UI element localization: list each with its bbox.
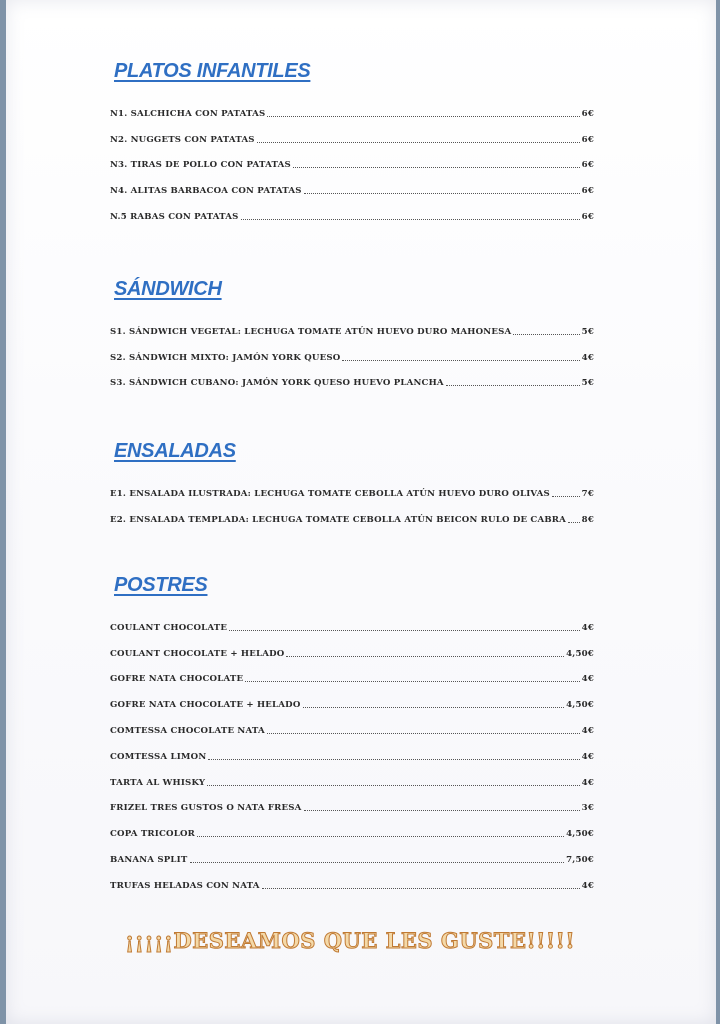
section-postres bbox=[110, 574, 594, 891]
menu-item bbox=[110, 710, 594, 736]
menu-item bbox=[110, 813, 594, 839]
section-title: POSTRES bbox=[114, 574, 208, 596]
section-platos-infantiles bbox=[110, 60, 594, 222]
menu-page bbox=[6, 0, 716, 1024]
menu-item bbox=[110, 736, 594, 762]
item-price: 7,50€ bbox=[566, 854, 594, 865]
leader-dots bbox=[293, 167, 580, 168]
item-name: N.5 RABAS CON PATATAS bbox=[110, 211, 239, 222]
item-name: COMTESSA LIMON bbox=[110, 751, 207, 762]
menu-item bbox=[110, 762, 594, 788]
leader-dots bbox=[197, 836, 564, 837]
leader-dots bbox=[552, 496, 580, 497]
item-price: 4€ bbox=[581, 622, 594, 633]
item-price: 4,50€ bbox=[566, 829, 594, 840]
menu-item bbox=[110, 473, 594, 499]
leader-dots bbox=[208, 759, 579, 760]
item-price: 4,50€ bbox=[566, 648, 594, 659]
section-ensaladas bbox=[110, 440, 594, 525]
item-name: COULANT CHOCOLATE bbox=[110, 622, 228, 633]
item-name: COULANT CHOCOLATE + HELADO bbox=[110, 648, 285, 659]
leader-dots bbox=[207, 785, 579, 786]
item-price: 5€ bbox=[581, 326, 594, 337]
leader-dots bbox=[267, 116, 579, 117]
item-name: COMTESSA CHOCOLATE NATA bbox=[110, 725, 265, 736]
item-price: 8€ bbox=[581, 514, 594, 525]
section-title: ENSALADAS bbox=[114, 440, 236, 462]
menu-item bbox=[110, 865, 594, 891]
item-name: TRUFAS HELADAS CON NATA bbox=[110, 880, 260, 891]
item-name: GOFRE NATA CHOCOLATE bbox=[110, 674, 244, 685]
item-name: N1. SALCHICHA CON PATATAS bbox=[110, 108, 266, 119]
menu-item bbox=[110, 311, 594, 337]
menu-item bbox=[110, 607, 594, 633]
item-price: 5€ bbox=[581, 378, 594, 389]
item-price: 6€ bbox=[581, 211, 594, 222]
item-price: 6€ bbox=[581, 186, 594, 197]
section-title: PLATOS INFANTILES bbox=[114, 60, 311, 82]
item-price: 4€ bbox=[581, 880, 594, 891]
leader-dots bbox=[262, 888, 580, 889]
leader-dots bbox=[257, 142, 580, 143]
menu-item bbox=[110, 196, 594, 222]
item-name: S3. SÁNDWICH CUBANO: JAMÓN YORK QUESO HUEVO PLANCHA bbox=[110, 378, 444, 389]
leader-dots bbox=[241, 219, 580, 220]
section-sandwich bbox=[110, 278, 594, 388]
item-price: 4€ bbox=[581, 751, 594, 762]
leader-dots bbox=[304, 193, 580, 194]
menu-item bbox=[110, 337, 594, 363]
item-name: S1. SÁNDWICH VEGETAL: LECHUGA TOMATE ATÚN HUEVO DURO MAHONESA bbox=[110, 326, 512, 337]
item-price: 6€ bbox=[581, 108, 594, 119]
item-name: TARTA AL WHISKY bbox=[110, 777, 206, 788]
item-price: 6€ bbox=[581, 134, 594, 145]
item-price: 7€ bbox=[581, 488, 594, 499]
leader-dots bbox=[229, 630, 580, 631]
item-price: 6€ bbox=[581, 160, 594, 171]
item-name: N4. ALITAS BARBACOA CON PATATAS bbox=[110, 186, 302, 197]
section-title: SÁNDWICH bbox=[114, 278, 222, 300]
item-price: 4€ bbox=[581, 674, 594, 685]
menu-item bbox=[110, 659, 594, 685]
item-name: E1. ENSALADA ILUSTRADA: LECHUGA TOMATE CEBOLLA ATÚN HUEVO DURO OLIVAS bbox=[110, 488, 550, 499]
menu-item bbox=[110, 788, 594, 814]
item-name: N3. TIRAS DE POLLO CON PATATAS bbox=[110, 160, 291, 171]
item-name: E2. ENSALADA TEMPLADA: LECHUGA TOMATE CEBOLLA ATÚN BEICON RULO DE CABRA bbox=[110, 514, 567, 525]
item-price: 3€ bbox=[581, 803, 594, 814]
menu-item bbox=[110, 633, 594, 659]
item-price: 4,50€ bbox=[566, 700, 594, 711]
item-price: 4€ bbox=[581, 725, 594, 736]
item-price: 4€ bbox=[581, 352, 594, 363]
item-name: N2. NUGGETS CON PATATAS bbox=[110, 134, 255, 145]
menu-item bbox=[110, 684, 594, 710]
menu-item bbox=[110, 145, 594, 171]
leader-dots bbox=[303, 707, 565, 708]
menu-item bbox=[110, 499, 594, 525]
item-name: COPA TRICOLOR bbox=[110, 829, 195, 840]
menu-item bbox=[110, 93, 594, 119]
item-name: FRIZEL TRES GUSTOS O NATA FRESA bbox=[110, 803, 302, 814]
leader-dots bbox=[568, 522, 580, 523]
leader-dots bbox=[446, 385, 580, 386]
item-name: S2. SÁNDWICH MIXTO: JAMÓN YORK QUESO bbox=[110, 352, 341, 363]
item-price: 4€ bbox=[581, 777, 594, 788]
menu-item bbox=[110, 119, 594, 145]
leader-dots bbox=[342, 360, 579, 361]
leader-dots bbox=[304, 810, 580, 811]
footer-message: ¡¡¡¡¡DESEAMOS QUE LES GUSTE!!!!! bbox=[124, 928, 576, 953]
leader-dots bbox=[267, 733, 580, 734]
item-name: GOFRE NATA CHOCOLATE + HELADO bbox=[110, 700, 301, 711]
leader-dots bbox=[286, 656, 564, 657]
item-name: BANANA SPLIT bbox=[110, 854, 188, 865]
leader-dots bbox=[513, 334, 579, 335]
menu-item bbox=[110, 170, 594, 196]
menu-item bbox=[110, 363, 594, 389]
leader-dots bbox=[245, 681, 579, 682]
menu-item bbox=[110, 839, 594, 865]
leader-dots bbox=[190, 862, 565, 863]
